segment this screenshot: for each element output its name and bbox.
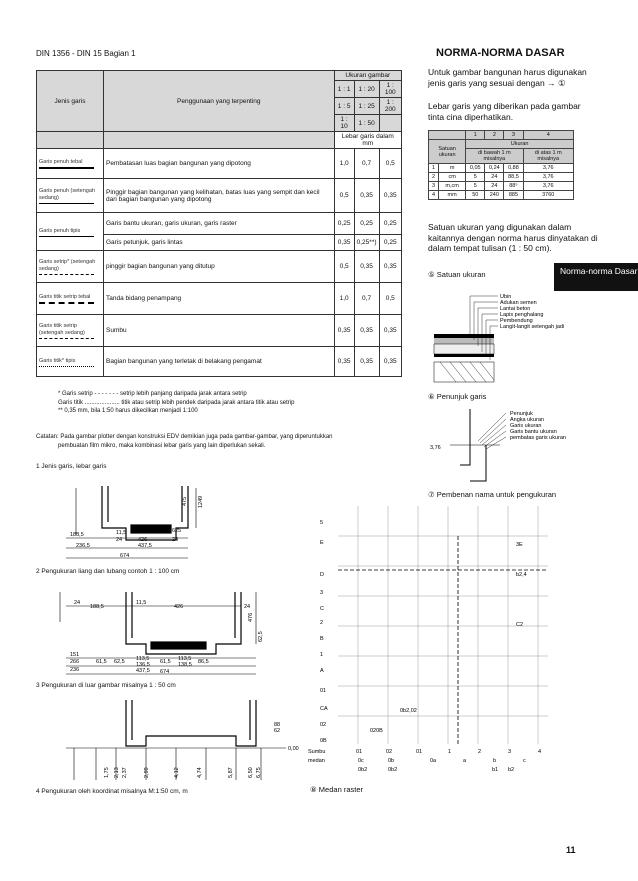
figure-5-title: ⑤ Satuan ukuran bbox=[428, 270, 486, 279]
axis-label: 2 bbox=[478, 749, 482, 755]
axis-label: D bbox=[320, 572, 324, 578]
cell: 0,5 bbox=[334, 179, 354, 213]
cell: 4 bbox=[523, 131, 574, 140]
grid-label: 3E bbox=[516, 542, 523, 548]
axis-label: 0b bbox=[388, 758, 395, 764]
axis-label: 4 bbox=[538, 749, 542, 755]
cell: 0,35 bbox=[379, 251, 401, 283]
cell: 0,5 bbox=[379, 283, 401, 315]
pointer-label: Garis ukuran bbox=[510, 423, 542, 429]
grid-label: b2,4 bbox=[516, 572, 527, 578]
axis-label: 0a bbox=[430, 758, 437, 764]
scale-cell: 1 : 20 bbox=[354, 81, 379, 98]
dim-label: 62,5 bbox=[258, 631, 264, 642]
pointer-label: Garis bantu ukuran bbox=[510, 429, 557, 435]
dim-label: 24 bbox=[172, 537, 179, 543]
axis-label: 1 bbox=[320, 652, 324, 658]
table-row: 3 m,cm 5 24 88⁵ 3,76 bbox=[429, 182, 574, 191]
axis-label: E bbox=[320, 540, 324, 546]
note: Catatan: Pada gambar plotter dengan konstruksi EDV demikian juga pada gambar-gambar, yang diperuntukkan bbox=[36, 434, 333, 440]
axis-label: 01 bbox=[356, 749, 363, 755]
dim-label: 625 bbox=[172, 528, 182, 534]
header-title: NORMA-NORMA DASAR bbox=[436, 47, 565, 59]
cell: 0,25 bbox=[379, 235, 401, 251]
table-row: 1 m 0,05 0,24 0,88 3,76 bbox=[429, 164, 574, 173]
col-use: Penggunaan yang terpenting bbox=[104, 71, 335, 132]
dim-label: 2,99 bbox=[144, 767, 150, 778]
figure-7-title: ⑦ Pembenan nama untuk pengukuran bbox=[428, 490, 557, 499]
caption-3: 3 Pengukuran di luar gambar misalnya 1 : 50 cm bbox=[36, 682, 176, 689]
scale-cell: 1 : 100 bbox=[379, 81, 401, 98]
figure-floor-layers bbox=[430, 290, 590, 385]
table-row bbox=[37, 283, 402, 315]
line-use: Garis petunjuk, garis lintas bbox=[104, 235, 335, 251]
page-number: 11 bbox=[566, 845, 576, 855]
line-name: Garis titik setrip tebal bbox=[39, 294, 91, 300]
line-sample bbox=[39, 366, 94, 367]
axis-label: b bbox=[493, 758, 497, 764]
layer-label: Adukan semen bbox=[500, 300, 537, 306]
axis-label: C bbox=[320, 606, 324, 612]
unit-table bbox=[428, 130, 574, 200]
dim-label: 188,5 bbox=[70, 532, 84, 538]
grid-label: 0b2,02 bbox=[400, 708, 417, 714]
dim-label: 2,13 bbox=[114, 767, 120, 778]
line-sample bbox=[39, 274, 94, 275]
layer-label: Lantai beton bbox=[500, 306, 531, 312]
scale-cell bbox=[379, 115, 401, 132]
cell: 0,35 bbox=[354, 179, 379, 213]
dim-label: 113,5 bbox=[178, 656, 192, 662]
scale-cell: 1 : 50 bbox=[354, 115, 379, 132]
cell: 0,35 bbox=[334, 235, 354, 251]
dimension-value: 3,76 bbox=[430, 445, 441, 451]
layer-label: Ubin bbox=[500, 294, 512, 300]
axis-label: a bbox=[463, 758, 467, 764]
pointer-label: Angka ukuran bbox=[510, 417, 544, 423]
drawing-section-3 bbox=[56, 696, 306, 786]
cell: 0,25 bbox=[354, 213, 379, 235]
cell: 0,25 bbox=[379, 213, 401, 235]
axis-label: b2 bbox=[508, 767, 515, 773]
pointer-label: Penunjuk bbox=[510, 411, 533, 417]
dim-label: 5,87 bbox=[228, 767, 234, 778]
dim-label: 476 bbox=[248, 612, 254, 622]
axis-label: medan bbox=[308, 758, 325, 764]
dim-label: 674 bbox=[160, 669, 170, 675]
cell: 0,35 bbox=[334, 315, 354, 347]
dim-label: 86,5 bbox=[198, 659, 209, 665]
axis-label: 02 bbox=[320, 722, 327, 728]
line-use: Garis bantu ukuran, garis ukuran, garis raster bbox=[104, 213, 335, 235]
header-left: DIN 1356 - DIN 15 Bagian 1 bbox=[36, 49, 136, 58]
dim-label: 151 bbox=[70, 652, 80, 658]
axis-label: A bbox=[320, 668, 324, 674]
cell: Ukuran bbox=[466, 140, 574, 149]
cell: 0,35 bbox=[379, 347, 401, 377]
dim-label: 24 bbox=[74, 600, 81, 606]
dim-label: 62 bbox=[274, 728, 281, 734]
line-name: Garis titik* tipis bbox=[39, 357, 76, 364]
axis-label: 3 bbox=[508, 749, 512, 755]
dim-label: 138,5 bbox=[178, 662, 192, 668]
grid-label: 020B bbox=[370, 728, 383, 734]
caption-4: 4 Pengukuran oleh koordinat misalnya M:1:50 cm, m bbox=[36, 788, 188, 795]
scale-cell: 1 : 5 bbox=[334, 98, 354, 115]
line-name: Garis penuh tipis bbox=[39, 227, 81, 234]
note: Garis titik ..................... titik atau setrip lebih pendek daripada jarak antara titik atau setrip bbox=[58, 399, 295, 406]
dim-label: 136,5 bbox=[136, 662, 150, 668]
figure-6-title: ⑥ Penunjuk garis bbox=[428, 392, 487, 401]
note: ** 0,35 mm, bila 1:50 harus dikecilkan menjadi 1:100 bbox=[58, 408, 198, 414]
paragraph-1: Untuk gambar bangunan harus digunakan jenis garis yang sesuai dengan → ① bbox=[428, 67, 587, 88]
grid-label: C2 bbox=[516, 622, 524, 628]
axis-label: 5 bbox=[320, 520, 324, 526]
axis-label: 0c bbox=[358, 758, 364, 764]
axis-label: CA bbox=[320, 706, 328, 712]
table-row bbox=[37, 315, 402, 347]
axis-label: 01 bbox=[320, 688, 327, 694]
dim-label: 6,75 bbox=[256, 767, 262, 778]
line-sample bbox=[39, 203, 94, 204]
scale-cell: 1 : 1 bbox=[334, 81, 354, 98]
dim-label: 426 bbox=[174, 604, 184, 610]
layer-label: Pembendung bbox=[500, 318, 533, 324]
caption-2: 2 Pengukuran liang dan lubang contoh 1 : 100 cm bbox=[36, 568, 180, 575]
dim-label: 2,37 bbox=[122, 767, 128, 778]
axis-label: 1 bbox=[448, 749, 452, 755]
dim-label: 113,5 bbox=[136, 656, 150, 662]
paragraph-3: Satuan ukuran yang digunakan dalam kaitannya dengan norma harus dinyatakan di dalam tempat tulisan (1 : 50 cm). bbox=[428, 222, 598, 253]
dim-label: 0,00 bbox=[288, 746, 299, 752]
line-use: Sumbu bbox=[104, 315, 335, 347]
dim-label: 475 bbox=[182, 496, 188, 506]
table-row: 4 mm 50 240 885 3760 bbox=[429, 191, 574, 200]
cell: 0,35 bbox=[354, 315, 379, 347]
axis-label: B bbox=[320, 636, 324, 642]
table-row bbox=[37, 149, 402, 179]
dim-label: 236,5 bbox=[76, 543, 90, 549]
pointer-label: pembatas garis ukuran bbox=[510, 435, 566, 441]
drawing-plan-1 bbox=[56, 478, 226, 568]
cell: 0,5 bbox=[379, 149, 401, 179]
line-use: pinggir bagian bangunan yang ditutup bbox=[104, 251, 335, 283]
dim-label: 674 bbox=[120, 553, 130, 559]
table-row: 2 cm 5 24 88,5 3,76 bbox=[429, 173, 574, 182]
scale-cell: 1 : 200 bbox=[379, 98, 401, 115]
axis-label: 3 bbox=[320, 590, 324, 596]
line-use: Tanda bidang penampang bbox=[104, 283, 335, 315]
cell: 0,25**) bbox=[354, 235, 379, 251]
note: * Garis setrip - - - - - - - setrip lebih panjang daripada jarak antara setrip bbox=[58, 391, 247, 397]
table-row bbox=[37, 179, 402, 213]
axis-label: 0B bbox=[320, 738, 327, 744]
cell: 1,0 bbox=[334, 283, 354, 315]
dim-label: 24 bbox=[116, 537, 123, 543]
table-notes bbox=[58, 390, 398, 416]
cell: 0,35 bbox=[379, 179, 401, 213]
axis-label: b1 bbox=[492, 767, 499, 773]
dim-label: 236 bbox=[70, 667, 80, 673]
cell: Satuan ukuran bbox=[429, 140, 466, 164]
line-name: Garis penuh tebal bbox=[39, 159, 83, 165]
cell: di bawah 1 m misalnya bbox=[466, 149, 523, 164]
cell: 0,7 bbox=[354, 283, 379, 315]
scale-cell: 1 : 25 bbox=[354, 98, 379, 115]
cell: 0,25 bbox=[334, 213, 354, 235]
figure-8-title: ⑧ Medan raster bbox=[310, 785, 363, 794]
cell: 1 bbox=[466, 131, 485, 140]
section-tab[interactable]: Norma-norma Dasar bbox=[554, 263, 638, 291]
paragraph-2: Lebar garis yang diberikan pada gambar tinta cina diperhatikan. bbox=[428, 101, 581, 122]
line-use: Pinggir bagian bangunan yang kelihatan, batas luas yang sempit dan kecil dari bagian bangunan yang dipotong bbox=[104, 179, 335, 213]
dim-label: 24 bbox=[244, 604, 251, 610]
cell: 3 bbox=[504, 131, 523, 140]
col-size: Ukuran gambar bbox=[334, 71, 401, 81]
note-catatan bbox=[36, 433, 416, 450]
dim-label: 62,5 bbox=[114, 659, 125, 665]
axis-label: Sumbu bbox=[308, 749, 326, 755]
dim-label: 6,50 bbox=[248, 767, 254, 778]
axis-label: 0b2 bbox=[358, 767, 368, 773]
layer-label: Langit-langit setengah jadi bbox=[500, 324, 565, 330]
figure-dimension-line bbox=[430, 405, 590, 485]
dim-label: 11,5 bbox=[136, 600, 147, 606]
figure-raster-grid bbox=[308, 506, 553, 776]
dim-label: 61,5 bbox=[160, 659, 171, 665]
line-sample bbox=[39, 338, 94, 339]
caption-1: 1 Jenis garis, lebar garis bbox=[36, 463, 107, 470]
dim-label: 61,5 bbox=[96, 659, 107, 665]
dim-label: 266 bbox=[70, 659, 80, 665]
dim-label: 4,12 bbox=[174, 767, 180, 778]
col-jenis: Jenis garis bbox=[37, 71, 104, 132]
axis-label: 02 bbox=[386, 749, 393, 755]
layer-label: Lapis penghalang bbox=[500, 312, 544, 318]
line-use: Pembatasan luas bagian bangunan yang dipotong bbox=[104, 149, 335, 179]
dim-label: 1249 bbox=[198, 495, 204, 508]
cell: 0,35 bbox=[379, 315, 401, 347]
line-types-table bbox=[36, 70, 402, 377]
line-sample bbox=[39, 236, 94, 237]
cell: 2 bbox=[485, 131, 504, 140]
dim-label: 1,75 bbox=[104, 767, 110, 778]
scale-cell: 1 : 10 bbox=[334, 115, 354, 132]
dim-label: 11,5 bbox=[116, 530, 127, 536]
cell: 0,35 bbox=[354, 251, 379, 283]
cell: di atas 1 m misalnya bbox=[523, 149, 574, 164]
note: pembuatan film mikro, maka kombinasi lebar garis yang lain diperlukan sekali. bbox=[58, 442, 266, 449]
line-sample bbox=[39, 167, 94, 169]
cell: 0,5 bbox=[334, 251, 354, 283]
axis-label: 01 bbox=[416, 749, 423, 755]
line-sample bbox=[39, 302, 94, 304]
table-row bbox=[37, 251, 402, 283]
cell: 0,35 bbox=[354, 347, 379, 377]
dim-label: 88 bbox=[274, 722, 281, 728]
line-name: Garis titik setrip (setengah sedang) bbox=[39, 323, 85, 336]
dim-label: 188,5 bbox=[90, 604, 104, 610]
line-name: Garis penuh (setengah sedang) bbox=[39, 188, 95, 201]
dim-label: 437,5 bbox=[138, 543, 152, 549]
axis-label: 2 bbox=[320, 620, 324, 626]
cell: 1,0 bbox=[334, 149, 354, 179]
axis-label: c bbox=[523, 758, 526, 764]
dim-label: 426 bbox=[138, 537, 148, 543]
drawing-plan-2 bbox=[56, 582, 276, 682]
dim-label: 4,74 bbox=[197, 767, 203, 778]
line-use: Bagian bangunan yang terletak di belakang pengamat bbox=[104, 347, 335, 377]
cell: 0,35 bbox=[334, 347, 354, 377]
width-label: Lebar garis dalam mm bbox=[334, 132, 401, 149]
cell: 0,7 bbox=[354, 149, 379, 179]
table-row bbox=[37, 213, 402, 235]
table-row bbox=[37, 347, 402, 377]
line-name: Garis setrip* (setengah sedang) bbox=[39, 259, 96, 272]
axis-label: 0b2 bbox=[388, 767, 398, 773]
dim-label: 437,5 bbox=[136, 668, 150, 674]
